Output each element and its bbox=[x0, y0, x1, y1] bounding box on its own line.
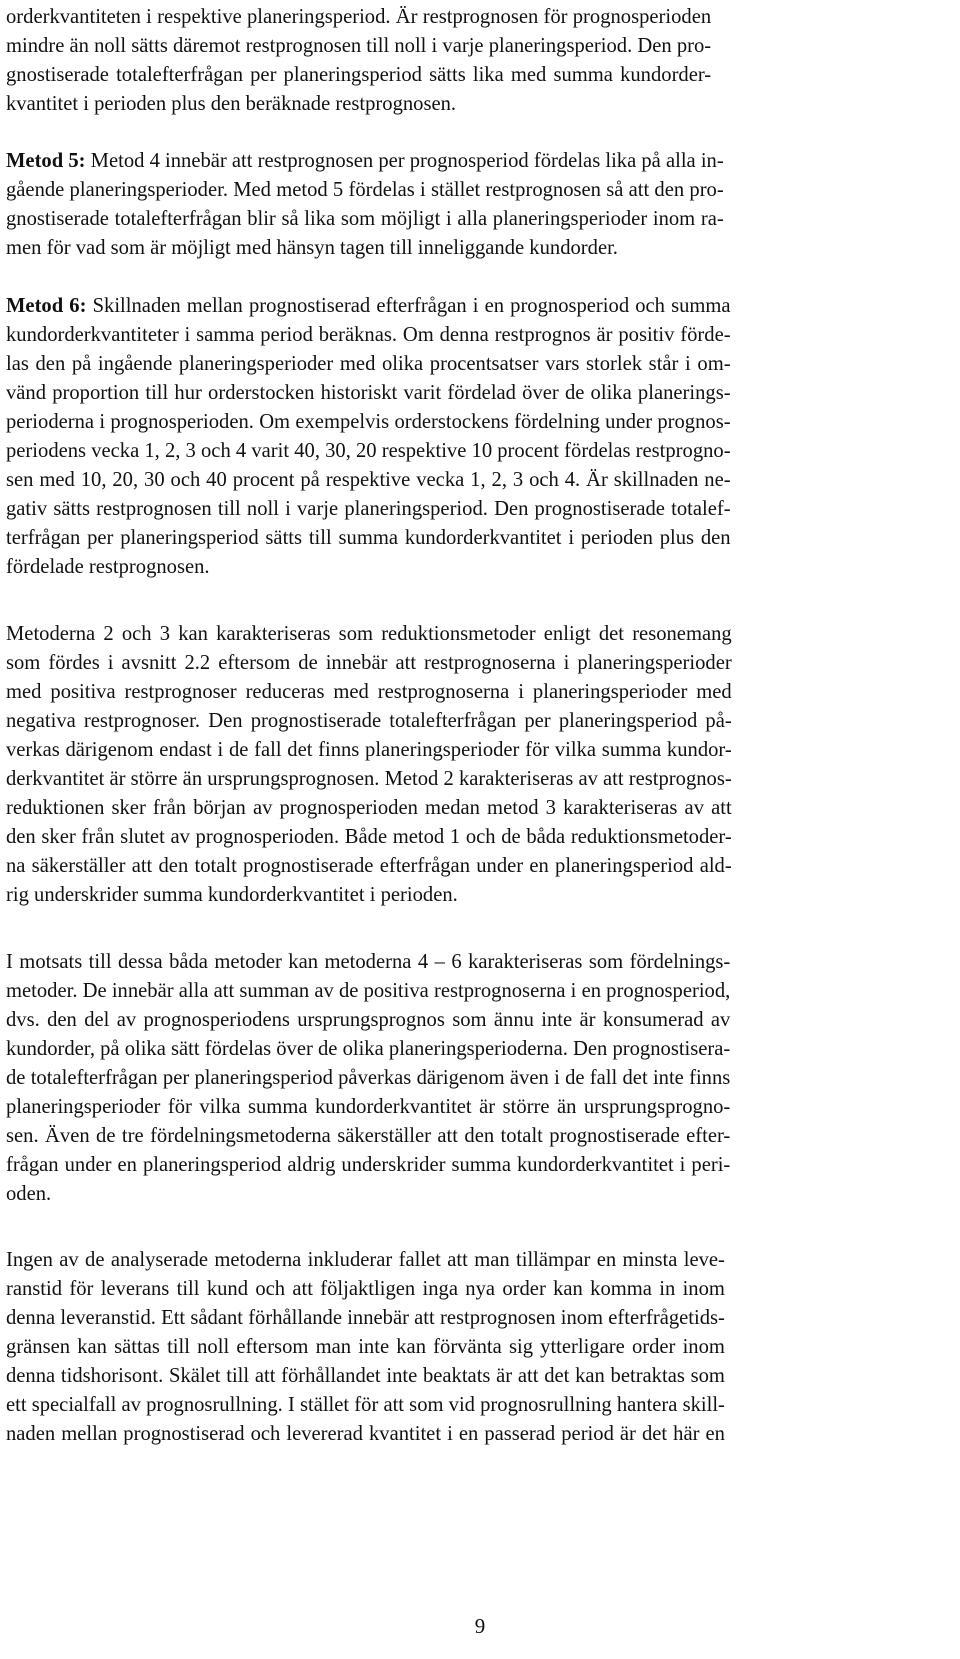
paragraph-reduction-methods bbox=[6, 620, 732, 910]
text-line: gränsen kan sättas till noll eftersom man inte kan förvänta sig ytterligare order inom bbox=[6, 1336, 725, 1358]
text-line: gående planeringsperioder. Med metod 5 fördelas i stället restprognosen så att den pro- bbox=[6, 179, 724, 201]
text-line: perioderna i prognosperioden. Om exempelvis orderstockens fördelning under prognos- bbox=[6, 411, 731, 433]
text-line: periodens vecka 1, 2, 3 och 4 varit 40, 30, 20 respektive 10 procent fördelas restprogno- bbox=[6, 440, 731, 462]
text-line: kundorderkvantiteter i samma period beräknas. Om denna restprognos är positiv förde- bbox=[6, 324, 731, 346]
text-line: verkas därigenom endast i de fall det finns planeringsperioder för vilka summa kundor- bbox=[6, 739, 732, 761]
text-line: Metoderna 2 och 3 kan karakteriseras som reduktionsmetoder enligt det resonemang bbox=[6, 623, 732, 645]
text-line: men för vad som är möjligt med hänsyn tagen till inneliggande kundorder. bbox=[6, 237, 618, 259]
text-line: I motsats till dessa båda metoder kan metoderna 4 – 6 karakteriseras som fördelnings- bbox=[6, 951, 731, 973]
text-line: reduktionen sker från början av prognosperioden medan metod 3 karakteriseras av att bbox=[6, 797, 732, 819]
text-line: dvs. den del av prognosperiodens ursprungsprognos som ännu inte är konsumerad av bbox=[6, 1009, 731, 1031]
text-line: ranstid för leverans till kund och att följaktligen inga nya order kan komma in inom bbox=[6, 1278, 725, 1300]
text-line: planeringsperioder för vilka summa kundorderkvantitet är större än ursprungsprogno- bbox=[6, 1096, 731, 1118]
method-6-heading: Metod 6: bbox=[6, 295, 87, 317]
text-line-rest: Metod 4 innebär att restprognosen per prognosperiod fördelas lika på alla in- bbox=[85, 150, 724, 172]
text-line: rig underskrider summa kundorderkvantitet i perioden. bbox=[6, 884, 458, 906]
text-line: frågan under en planeringsperiod aldrig underskrider summa kundorderkvantitet i peri- bbox=[6, 1154, 731, 1176]
text-line: sen med 10, 20, 30 och 40 procent på respektive vecka 1, 2, 3 och 4. Är skillnaden ne- bbox=[6, 469, 731, 491]
text-line: metoder. De innebär alla att summan av de positiva restprognoserna i en prognosperiod, bbox=[6, 980, 731, 1002]
paragraph-delivery-lead-time bbox=[6, 1246, 725, 1449]
text-line: fördelade restprognosen. bbox=[6, 556, 210, 578]
text-line: gnostiserade totalefterfrågan per planeringsperiod sätts lika med summa kundorder- bbox=[6, 64, 712, 86]
text-line: denna tidshorisont. Skälet till att förhållandet inte beaktats är att det kan betraktas som bbox=[6, 1365, 725, 1387]
text-line: med positiva restprognoser reduceras med restprognoserna i planeringsperioder med bbox=[6, 681, 732, 703]
text-line: de totalefterfrågan per planeringsperiod påverkas därigenom även i de fall det inte finns bbox=[6, 1067, 731, 1089]
page-number: 9 bbox=[474, 1614, 486, 1638]
text-line: ett specialfall av prognosrullning. I stället för att som vid prognosrullning hantera skill- bbox=[6, 1394, 725, 1416]
text-line: kundorder, på olika sätt fördelas över de olika planeringsperioderna. Den prognostisera- bbox=[6, 1038, 731, 1060]
paragraph-method-6 bbox=[6, 292, 731, 582]
text-line: orderkvantiteten i respektive planeringsperiod. Är restprognosen för prognosperioden bbox=[6, 6, 712, 28]
paragraph-method-5 bbox=[6, 147, 724, 263]
text-line: gativ sätts restprognosen till noll i varje planeringsperiod. Den prognostiserade totalef- bbox=[6, 498, 731, 520]
text-line bbox=[6, 147, 724, 176]
paragraph-intro-continuation bbox=[6, 3, 711, 119]
text-line: som fördes i avsnitt 2.2 eftersom de innebär att restprognoserna i planeringsperioder bbox=[6, 652, 732, 674]
text-line: oden. bbox=[6, 1183, 52, 1205]
text-line: na säkerställer att den totalt prognostiserade efterfrågan under en planeringsperiod ald- bbox=[6, 855, 732, 877]
text-line-rest: Skillnaden mellan prognostiserad efterfrågan i en prognosperiod och summa bbox=[86, 295, 731, 317]
text-line: denna leveranstid. Ett sådant förhållande innebär att restprognosen inom efterfrågetids- bbox=[6, 1307, 725, 1329]
text-line: Ingen av de analyserade metoderna inkluderar fallet att man tillämpar en minsta leve- bbox=[6, 1249, 725, 1271]
text-line: mindre än noll sätts däremot restprognosen till noll i varje planeringsperiod. Den pro- bbox=[6, 35, 712, 57]
method-5-heading: Metod 5: bbox=[6, 150, 86, 172]
text-line: den sker från slutet av prognosperioden. Både metod 1 och de båda reduktionsmetoder- bbox=[6, 826, 732, 848]
text-line: terfrågan per planeringsperiod sätts till summa kundorderkvantitet i perioden plus den bbox=[6, 527, 731, 549]
text-line: gnostiserade totalefterfrågan blir så lika som möjligt i alla planeringsperioder inom ra- bbox=[6, 208, 724, 230]
text-line: naden mellan prognostiserad och levererad kvantitet i en passerad period är det här en bbox=[6, 1423, 725, 1445]
text-line: las den på ingående planeringsperioder med olika procentsatser vars storlek står i om- bbox=[6, 353, 731, 375]
text-line: vänd proportion till hur orderstocken historiskt varit fördelad över de olika planerings- bbox=[6, 382, 731, 404]
text-line: kvantitet i perioden plus den beräknade restprognosen. bbox=[6, 93, 457, 115]
text-line: negativa restprognoser. Den prognostiserade totalefterfrågan per planeringsperiod på- bbox=[6, 710, 732, 732]
paragraph-distribution-methods bbox=[6, 948, 730, 1209]
text-line bbox=[6, 292, 731, 321]
text-line: derkvantitet är större än ursprungsprognosen. Metod 2 karakteriseras av att restprognos- bbox=[6, 768, 732, 790]
text-line: sen. Även de tre fördelningsmetoderna säkerställer att den totalt prognostiserade efter- bbox=[6, 1125, 731, 1147]
